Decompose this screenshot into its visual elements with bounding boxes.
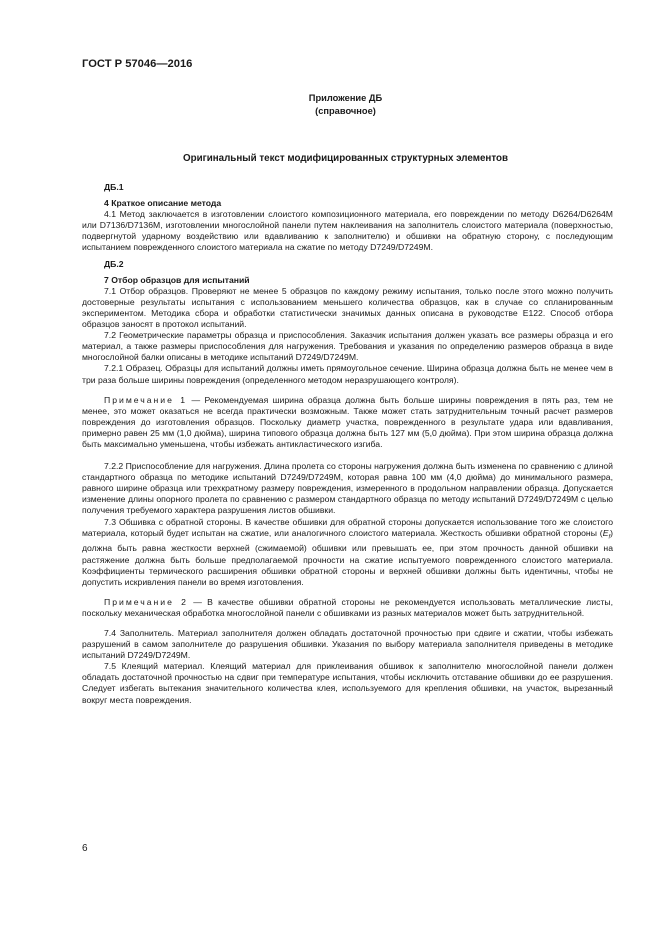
note-1-heading: Примечание 1 (104, 394, 188, 405)
paragraph-7-2-2: 7.2.2 Приспособление для нагружения. Длина пролета со стороны нагружения должна быть изменена по сравнению с длиной стандартного образца по методике испытаний D7249/D7249M, которая равна 100 мм (4,0 дюйма) до минимального размера, равного ширине образца или трехкратному размеру повреждения, измеренного в продольном направлении образца. Допускается изменение длины опорного пролета по сравнению с размером стандартного образца по методу испытаний D7249/D7249M с целью получения требуемого характера разрушения листов обшивки. (82, 461, 613, 516)
main-title: Оригинальный текст модифицированных структурных элементов (182, 153, 509, 164)
stiffness-symbol: $E_f$ (602, 527, 611, 541)
note-2 (82, 597, 613, 619)
document-body (82, 182, 613, 706)
standard-number: ГОСТ Р 57046—2016 (82, 58, 193, 70)
section-heading-4: 4 Краткое описание метода (104, 198, 222, 209)
paragraph-7-5: 7.5 Клеящий материал. Клеящий материал для приклеивания обшивок к заполнителю многослойной панели должен обладать достаточной прочностью на сдвиг при температуре испытания, чтобы исключить отставание обшивки до ее разрушения. Следует избегать вытекания значительного количества клея, используемого для крепления обшивки, на участок, вырезанный вокруг места повреждения. (82, 661, 613, 705)
paragraph-7-4: 7.4 Заполнитель. Материал заполнителя должен обладать достаточной прочностью при сдвиге и сжатии, чтобы избежать разрушений в самом заполнителе до разрушения обшивки. Указания по выбору материала заполнителя приведены в методике испытаний D7249/D7249M. (82, 628, 613, 661)
note-2-heading: Примечание 2 (104, 596, 188, 607)
note-2-text: — В качестве обшивки обратной стороны не рекомендуется использовать металлические листы, поскольку механическая обработка многослойной панели с обшивками из разных материалов может быть затруднительной. (82, 596, 613, 618)
section-heading-7: 7 Отбор образцов для испытаний (104, 274, 250, 285)
paragraph-4-1: 4.1 Метод заключается в изготовлении слоистого композиционного материала, его повреждении по методу D6264/D6264M или D7136/D7136M, изготовлении многослойной панели путем наклеивания на заполнитель слоистого материала (поверхностью, подвергнутой ударному воздействию или вдавливанию к заполнителю) и обшивки на обратную сторону, с последующим испытанием поврежденного слоистого материала на сжатие по методу D7249/D7249M. (82, 209, 613, 253)
paragraph-7-2: 7.2 Геометрические параметры образца и приспособления. Заказчик испытания должен указать все размеры образца и его материал, а также размеры приспособления для нагружения. Требования и указания по определению размеров образца в виде многослойной балки описаны в методике испытаний D7249/D7249M. (82, 330, 613, 363)
section-label-db1: ДБ.1 (104, 182, 124, 192)
paragraph-7-2-1: 7.2.1 Образец. Образцы для испытаний должны иметь прямоугольное сечение. Ширина образца должна быть не менее чем в три раза больше ширины повреждения (определенного методом неразрушающего контроля). (82, 363, 613, 385)
appendix-title: Приложение ДБ (308, 93, 383, 103)
paragraph-7-3: 7.3 Обшивка с обратной стороны. В качестве обшивки для обратной стороны допускается использование того же слоистого материала, который будет испытан на сжатие, или аналогичного слоистого материала. Жесткость обшивки обратной стороны $(E_f)$ должна быть равна жесткости верхней (сжимаемой) обшивки или превышать ее, при этом прочность данной обшивки на растяжение должна быть больше предполагаемой прочности на сжатие испытуемого поврежденного слоистого материала. Коэффициенты термического расширения обшивки обратной стороны и верхней обшивки должны быть идентичны, чтобы не допустить искривления панели во время изготовления. (82, 516, 613, 587)
page-number: 6 (82, 843, 88, 854)
appendix-subtitle: (справочное) (315, 105, 376, 116)
paragraph-7-1: 7.1 Отбор образцов. Проверяют не менее 5 образцов по каждому режиму испытания, только после этого можно получить достоверные результаты испытания с использованием меньшего количества образцов, как в случае со спланированным экспериментом. Методика сбора и обработки статистически значимых данных описана в руководстве E122. Способ отбора образцов заносят в протокол испытаний. (82, 285, 613, 330)
section-label-db2: ДБ.2 (104, 258, 124, 269)
appendix-heading (0, 92, 661, 117)
note-1-text: — Рекомендуемая ширина образца должна быть больше ширины повреждения в пять раз, тем не менее, это может оказаться не всегда практически возможным. Также может стать затруднительным точный расчет размеров повреждения до изготовления образцов. Поскольку диаметр участка, поврежденного в результате удара или вдавливания, примерно равен 25 мм (1,0 дюйма), ширина типового образца должна быть 127 мм (5,0 дюйма). При этом ширина образца должна быть максимально уменьшена, чтобы избежать антикластического изгиба. (82, 394, 613, 449)
note-1 (82, 395, 613, 450)
